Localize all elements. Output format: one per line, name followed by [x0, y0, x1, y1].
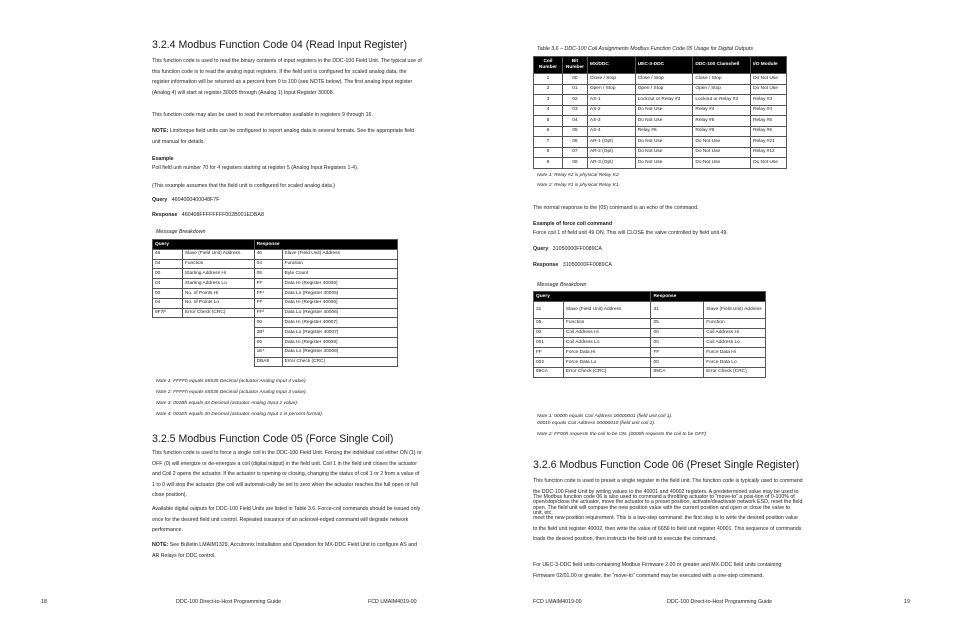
table-cell [153, 347, 183, 357]
table-cell: Error Check (CRC) [282, 357, 397, 367]
table-cell: Data Lo (Register 40007) [282, 328, 397, 338]
table-row [534, 84, 787, 95]
coil-note-1: Note 1: Relay #2 is physical Relay K2. [537, 173, 620, 178]
table-cell: Relay #6 [635, 126, 693, 137]
header-query: Query [534, 292, 651, 302]
table-cell: Do Not Use [751, 84, 787, 95]
table-cell: Error Check (CRC) [704, 367, 766, 377]
table-cell: 31 [651, 301, 704, 318]
header-response: Response [651, 292, 766, 302]
table-cell: 8 [534, 147, 563, 158]
s324-breakdown-caption: Message Breakdown [156, 229, 206, 235]
s324-breakdown-table [152, 239, 398, 367]
table-header-row [534, 292, 766, 302]
s324-example-text: Poll field unit number 70 for 4 registers starting at register 5 (Analog Input Registers 1-4). [152, 165, 359, 171]
table-cell: 3 [534, 95, 563, 106]
table-cell: 08 [254, 269, 282, 279]
query-label: Query [533, 246, 549, 252]
table-cell: 001 [534, 338, 564, 348]
table-cell: FF [534, 348, 564, 358]
table-cell: Do Not Use [693, 158, 751, 169]
table-cell: FF [254, 298, 282, 308]
table-cell: Force Data Hi [704, 348, 766, 358]
table-cell: Do Not Use [635, 158, 693, 169]
s325-breakdown-table [533, 291, 766, 378]
s326-paragraph-3: For UEC-3-DDC field units containing Modbus Firmware 2.00 or greater and MX-DDC field units containing Firmware 02/01.00 or greater, the “move-to” command may be executed with a one-step command. [533, 562, 782, 579]
table-cell: Function [563, 318, 651, 328]
table-row [153, 357, 398, 367]
table-cell: 00 [153, 288, 183, 298]
table-cell: Do Not Use [693, 147, 751, 158]
table-cell: 04 [153, 259, 183, 269]
table-row [534, 357, 766, 367]
table-cell: AR-2 (Opt) [587, 147, 635, 158]
table-cell: 1E⁴ [254, 347, 282, 357]
coil-header-row [534, 57, 787, 74]
s324-note [152, 126, 422, 147]
table-cell: 03 [562, 105, 587, 116]
header-query: Query [153, 240, 255, 250]
table-cell: 9 [534, 158, 563, 169]
response-label: Response [152, 212, 178, 218]
table-cell [182, 347, 254, 357]
table-cell: AS-4 [587, 126, 635, 137]
coil-header-cell: I/O Module [751, 57, 787, 74]
table-cell: 08 [562, 158, 587, 169]
table-cell: Function [282, 259, 397, 269]
table-cell: Force Data Lo [563, 357, 651, 367]
table-row [153, 308, 398, 318]
s325-note [152, 540, 422, 561]
table-3-6-caption: Table 3.6 – DDC-100 Coil Assignments Modbus Function Code 05 Usage for Digital Outputs [537, 46, 754, 52]
table-cell: 00 [651, 328, 704, 338]
table-cell: Close / Stop [587, 74, 635, 85]
table-cell: 02 [562, 95, 587, 106]
table-cell: AS-2 [587, 105, 635, 116]
table-cell: AS-1 [587, 95, 635, 106]
table-cell: Do Not Use [693, 137, 751, 148]
table-row [153, 259, 398, 269]
table-cell: DBA8 [254, 357, 282, 367]
query-value: 31050000FF0089CA [552, 246, 602, 252]
table-cell: 6 [534, 126, 563, 137]
table-cell: 31 [534, 301, 564, 318]
force-coil-example-label: Example of force coil command [533, 221, 613, 227]
table-cell: Slave (Field Unit) Address [282, 249, 397, 259]
coil-header-cell: Coil Number [534, 57, 563, 74]
table-row [534, 318, 766, 328]
table-cell: Data Lo (Register 40006) [282, 308, 397, 318]
table-cell: 2B³ [254, 328, 282, 338]
s324-paragraph-1: This function code is used to read the binary contents of input registers in the DDC-100 Field Unit. The typical use of this function code is to read the analog input registers. If the field unit is configured for scaled analog data, the register information will be returned as a percent from 0 to 100 (see NOTE below). The first analog input register (Analog 4) will start at register 30005 through (Analog 1) Input Register 30008. [152, 58, 422, 96]
table-cell: 2 [534, 84, 563, 95]
table-cell: Lockout or Relay #3 [635, 95, 693, 106]
table-row [534, 137, 787, 148]
table-cell: 002 [534, 357, 564, 367]
table-row [534, 126, 787, 137]
table-cell: 00 [534, 328, 564, 338]
table-cell: Do Not Use [635, 105, 693, 116]
table-cell: Data Hi (Register 40007) [282, 318, 397, 328]
note-label: NOTE: [152, 128, 169, 134]
coil-note-2: Note 2: Relay #1 is physical Relay K1. [537, 183, 620, 188]
table-row [153, 318, 398, 328]
table-cell [182, 318, 254, 328]
left-footer-title: DDC-100 Direct-to-Host Programming Guide [176, 599, 282, 605]
coil-header-cell: MX/DDC [587, 57, 635, 74]
table-row [534, 158, 787, 169]
table-row [534, 328, 766, 338]
table-cell: 8F7F [153, 308, 183, 318]
table-cell: Coil Address Hi [704, 328, 766, 338]
table-cell: Data Lo (Register 40008) [282, 347, 397, 357]
table-cell: No. of Points Lo [182, 298, 254, 308]
table-cell: 1 [534, 74, 563, 85]
table-cell: 00 [254, 337, 282, 347]
table-row [534, 338, 766, 348]
coil-header-cell: UEC-3-DDC [635, 57, 693, 74]
left-footer-page-number: 18 [41, 599, 47, 605]
table-cell: Do Not Use [751, 158, 787, 169]
response-value: 31050000FF0089CA [562, 262, 612, 268]
table-cell: 46 [254, 249, 282, 259]
section-3-2-5-title: 3.2.5 Modbus Function Code 05 (Force Single Coil) [152, 433, 394, 445]
table-cell: No. of Points Hi [182, 288, 254, 298]
coil-assignment-table [533, 56, 787, 169]
normal-response-text: The normal response to the (05) command is an echo of the command. [533, 205, 699, 211]
table-cell [153, 318, 183, 328]
table-cell: Relay #12 [751, 147, 787, 158]
table-cell: Do Not Use [635, 137, 693, 148]
table-cell: Close / Stop [693, 74, 751, 85]
table-cell: 89CA [651, 367, 704, 377]
table-cell: 5 [534, 116, 563, 127]
response-label: Response [533, 262, 559, 268]
table-note: Note 3: 002Bh equals 43 Decimal (actuator Analog Input 2 value). [156, 401, 299, 406]
table-cell: AR-3 (Opt) [587, 158, 635, 169]
table-cell: Relay #6 [751, 126, 787, 137]
table-cell: Data Lo (Register 40005) [282, 288, 397, 298]
query-value: 4604000400048F7F [171, 197, 220, 203]
table-cell: Slave (Field Unit) Address [563, 301, 651, 318]
coil-header-cell: Bit Number [562, 57, 587, 74]
table-cell: Slave (Field Unit) Address [182, 249, 254, 259]
header-response: Response [254, 240, 397, 250]
table-row [153, 269, 398, 279]
table-cell: Slave (Field Unit) Address [704, 301, 766, 318]
s325-response [533, 262, 612, 268]
table-cell: Do Not Use [635, 116, 693, 127]
note-text: Limitorque field units can be configured to report analog data in several formats. See the appropriate field unit manual for details. [152, 128, 415, 145]
table-cell: 05 [651, 318, 704, 328]
table-cell: 89CA [534, 367, 564, 377]
table-note: Note 2: FFFFh equals 65535 Decimal (actuator Analog Input 3 value). [156, 390, 307, 395]
table-cell [182, 357, 254, 367]
table-cell: 06 [562, 137, 587, 148]
table-cell [153, 328, 183, 338]
bd-note-2: Note 2: FF00h requests the coil to be ON. (0000h requests the coil to be OFF) [537, 432, 707, 437]
table-cell: 07 [562, 147, 587, 158]
table-row [153, 279, 398, 289]
table-cell: Coil Address Hi [563, 328, 651, 338]
table-cell: Relay #21 [751, 137, 787, 148]
table-cell: Data Hi (Register 40006) [282, 298, 397, 308]
right-footer-title: DDC-100 Direct-to-Host Programming Guide [667, 599, 773, 605]
table-cell: Force Data Lo [704, 357, 766, 367]
table-cell: Do Not Use [751, 74, 787, 85]
table-cell: 46 [153, 249, 183, 259]
table-cell: Close / Stop [635, 74, 693, 85]
table-cell: FF¹ [254, 288, 282, 298]
table-cell: Coil Address Lo [563, 338, 651, 348]
table-row [153, 298, 398, 308]
table-cell: 04 [562, 116, 587, 127]
table-cell: Coil Address Lo [704, 338, 766, 348]
table-cell: Lockout or Relay #3 [693, 95, 751, 106]
table-cell: Force Data Hi [563, 348, 651, 358]
table-cell [182, 337, 254, 347]
table-cell: 7 [534, 137, 563, 148]
table-cell: 00 [651, 357, 704, 367]
s325-paragraph-2: Available digital outputs for DDC-100 Field Units are listed in Table 3.6. Force-coil commands should be issued only once for the desired field unit control. Repeated issuance of an acknowl-edged command will degrade network performance. [152, 506, 421, 533]
table-cell: FF² [254, 308, 282, 318]
table-row [534, 301, 766, 318]
table-cell: 04 [153, 298, 183, 308]
table-cell [153, 337, 183, 347]
table-header-row [153, 240, 398, 250]
s324-query [152, 197, 219, 203]
table-row [534, 348, 766, 358]
table-cell [153, 357, 183, 367]
s324-response [152, 212, 264, 218]
table-cell: 05 [562, 126, 587, 137]
table-row [153, 249, 398, 259]
coil-header-cell: DDC-100 Clamshell [693, 57, 751, 74]
s325-breakdown-caption: Message Breakdown [537, 282, 587, 288]
table-cell: Error Check (CRC) [182, 308, 254, 318]
bd-note-1b: 0001h equals Coil Address 00000010 (field unit coil 2). [537, 421, 656, 426]
table-cell: 00 [651, 338, 704, 348]
table-cell: 00 [254, 318, 282, 328]
table-cell: AS-3 [587, 116, 635, 127]
table-cell: Function [704, 318, 766, 328]
note-label: NOTE: [152, 542, 169, 548]
table-cell: Data Hi (Register 40005) [282, 279, 397, 289]
table-cell: Relay #4 [693, 105, 751, 116]
right-footer-page-number: 19 [904, 599, 910, 605]
table-note: Note 1: FFFFh equals 65535 Decimal (actuator Analog Input 4 value). [156, 379, 307, 384]
table-cell [182, 328, 254, 338]
table-cell: FF [651, 348, 704, 358]
table-cell: Do Not Use [635, 147, 693, 158]
table-cell: Relay #6 [693, 126, 751, 137]
section-3-2-4-title: 3.2.4 Modbus Function Code 04 (Read Input Register) [152, 39, 407, 51]
table-cell: AR-1 (Opt) [587, 137, 635, 148]
s326-paragraph-2: The Modbus function code 06 is also used to command a throttling actuator to “move-to” a posi-tion of 0-100% of open. The field unit will compare the new position value with the current position and open or close the valve to meet the new position requirement. This is a two-step command: the first step is to write the desired position value to the field unit register 40002, then write the value of 6656 to field unit register 40001. This sequence of commands loads the desired position, then instructs the field unit to execute the command. [533, 494, 802, 542]
table-cell: 05 [534, 318, 564, 328]
s326-paragraph-1: This function code is used to preset a single register in the field unit. The function code is typically used to command the DDC-100 Field Unit by writing values to the 40001 and 40002 registers. A predetermined value may be used to open/stop/close the actuator, move the actuator to a preset position, activate/deactivate network ESD, reset the field unit, etc. [533, 478, 803, 516]
note-text: See Bulletin LMAIM1329, Accutronix Installation and Operation for MX-DDC Field Unit to configure AS and AR Relays for DDC control. [152, 542, 417, 559]
left-footer-doc: FCD LMAIM4019-00 [368, 599, 417, 605]
force-coil-example-text: Force coil 1 of field unit 49 ON. This will CLOSE the valve controlled by field unit 49. [533, 230, 728, 236]
table-cell: 04 [254, 259, 282, 269]
table-cell: 00 [562, 74, 587, 85]
response-value: 460408FFFFFFFF002B001EDBA8 [181, 212, 264, 218]
s324-example-label: Example [152, 156, 174, 162]
table-row [153, 328, 398, 338]
table-row [534, 95, 787, 106]
table-cell: Relay #4 [751, 105, 787, 116]
s324-assume: (This example assumes that the field unit is configured for scaled analog data.) [152, 183, 335, 189]
table-row [534, 116, 787, 127]
s325-paragraph-1: This function code is used to force a single coil in the DDC-100 Field Unit. Forcing the individual coil either ON (1) or OFF (0) will energize or de-energize a coil (digital output) in the field unit. Coil 1 in the field unit closes the actuator and Coil 2 opens the actuator. If the actuator is opening or closing, changing the status of coil 1 or 2 from a value of 1 to 0 will stop the actuator (the coil will automati-cally be set to zero when the actuator reaches the full open or full close position). [152, 450, 422, 498]
table-row [534, 147, 787, 158]
table-cell: Byte Count [282, 269, 397, 279]
query-label: Query [152, 197, 168, 203]
table-cell: Open / Stop [693, 84, 751, 95]
table-cell: Open / Stop [635, 84, 693, 95]
table-cell: FF [254, 279, 282, 289]
table-cell: Starting Address Lo [182, 279, 254, 289]
table-cell: Data Hi (Register 40008) [282, 337, 397, 347]
s325-query [533, 246, 602, 252]
table-cell: 04 [153, 279, 183, 289]
table-note: Note 4: 001Eh equals 30 Decimal (actuator Analog Input 1 in percent format). [156, 412, 324, 417]
table-cell: Relay #5 [751, 116, 787, 127]
bd-note-1a: Note 1: 0000h equals Coil Address 00000001 (field unit coil 1). [537, 414, 673, 419]
s324-paragraph-2: This function code may also be used to read the information available in registers 9 through 16. [152, 112, 373, 118]
table-cell: Error Check (CRC) [563, 367, 651, 377]
table-row [534, 74, 787, 85]
table-row [153, 288, 398, 298]
table-cell: Relay #3 [751, 95, 787, 106]
table-cell: Function [182, 259, 254, 269]
table-row [534, 105, 787, 116]
table-cell: Open / Stop [587, 84, 635, 95]
table-row [153, 337, 398, 347]
table-cell: 01 [562, 84, 587, 95]
right-footer-doc: FCD LMAIM4019-00 [533, 599, 582, 605]
table-cell: 4 [534, 105, 563, 116]
table-cell: Relay #5 [693, 116, 751, 127]
table-cell: 00 [153, 269, 183, 279]
table-row [153, 347, 398, 357]
table-row [534, 367, 766, 377]
table-cell: Starting Address Hi [182, 269, 254, 279]
section-3-2-6-title: 3.2.6 Modbus Function Code 06 (Preset Single Register) [533, 459, 800, 471]
